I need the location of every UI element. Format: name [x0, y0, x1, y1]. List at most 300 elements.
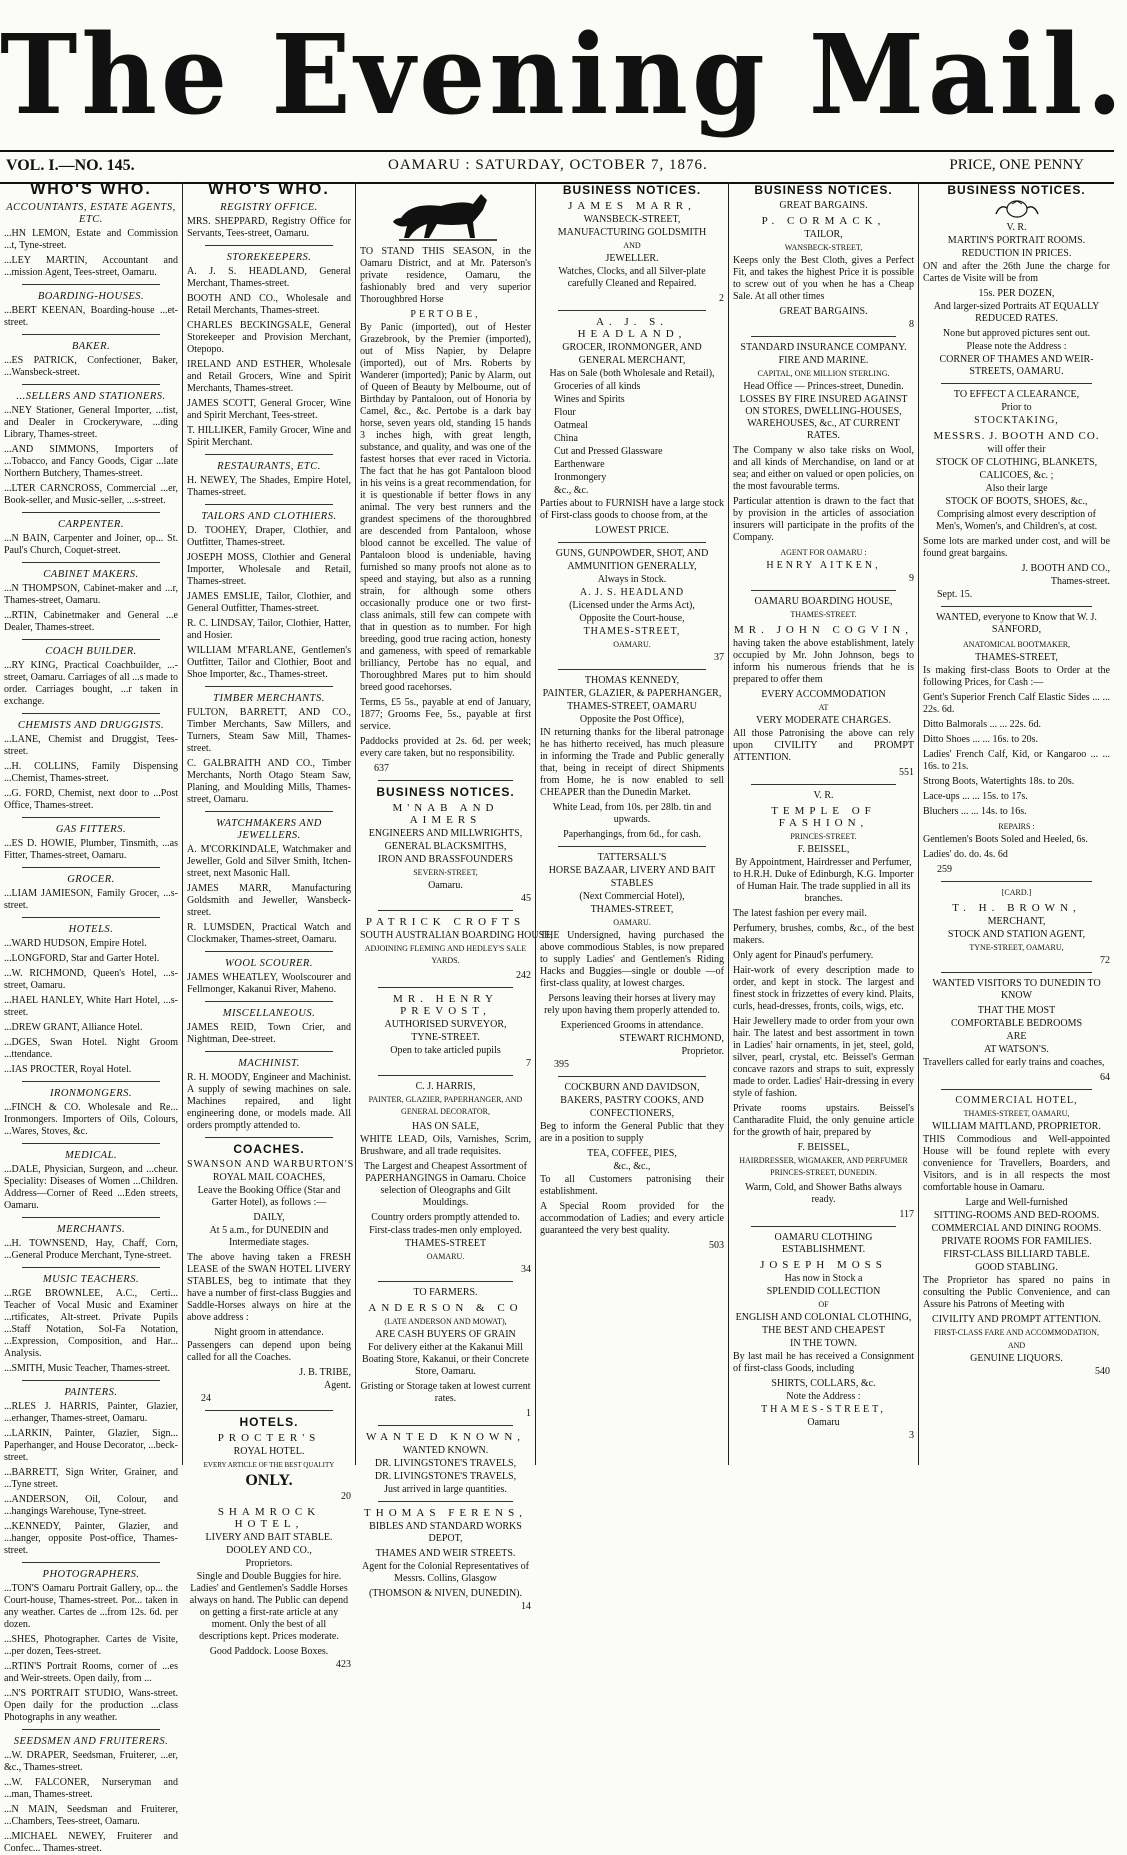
divider	[205, 504, 333, 505]
ad-number: 242	[516, 970, 531, 981]
goods-item: Groceries of all kinds	[554, 381, 641, 392]
ad-body: IN returning thanks for the liberal patronage he has hitherto received, has much pleasure in informing the Trade and Public generally that, being in receipt of direct Shipments from Home, he is now enabled to sell CHEAPER than the Dunedin Market.	[540, 727, 724, 798]
ad-body: Single and Double Buggies for hire. Ladies' and Gentlemen's Saddle Horses always on hand. The Public can depend on getting a first-rate article at any moment. Only the best of all descriptions kept. Prices moderate.	[189, 1571, 349, 1642]
ad-line: WANTED KNOWN.	[402, 1445, 489, 1456]
ad-line: THAT THE MOST	[977, 1005, 1056, 1016]
ad-line: THAMES-STREET.	[790, 610, 857, 619]
section-title: BOARDING-HOUSES.	[37, 291, 145, 302]
ad-line: Country orders promptly attended to.	[371, 1212, 520, 1223]
directory-entry: A. J. S. HEADLAND, General Merchant, Thames-street.	[187, 266, 351, 289]
ad-number: 72	[1100, 955, 1110, 966]
ad-body: Persons leaving their horses at livery may rely upon having them properly attended to.	[544, 993, 720, 1016]
divider	[941, 383, 1092, 384]
ad-line: Night groom in attendance.	[214, 1327, 324, 1338]
service-item: Hair-work of every description made to order, and kept in stock. The largest and finest stock in frizzettes of every kind. Plaits, curls, head-dresses, fronts, coils, wigs, etc.	[733, 965, 914, 1012]
ad-line: STOCK OF BOOTS, SHOES, &c.,	[945, 496, 1088, 507]
ad-number: 37	[714, 652, 724, 663]
watson-ad	[923, 978, 1110, 1084]
ad-line: GREAT BARGAINS.	[779, 200, 868, 211]
directory-entry: ...SHES, Photographer. Cartes de Visite, ...per dozen, Tees-street.	[4, 1634, 178, 1657]
ad-line: Head Office — Princes-street, Dunedin.	[743, 381, 904, 392]
directory-entry: ...RLES J. HARRIS, Painter, Glazier, ...erhanger, Thames-street, Oamaru.	[4, 1401, 178, 1424]
ad-body: Travellers called for early trains and coaches,	[923, 1057, 1105, 1068]
directory-entry: ...RGE BROWNLEE, A.C., Certi... Teacher of Vocal Music and Examiner ...rtificates, Alt-street. Private Pupils ...Staff Notation, Sol-Fa Notation, ...Expression, Composition, and Har... Analysis.	[4, 1288, 178, 1359]
ad-body: By Appointment, Hairdresser and Perfumer, to H.R.H. Duke of Edinburgh, K.G. Importer of Human Hair. The trade supplied in all its branches.	[733, 857, 914, 904]
divider	[22, 713, 160, 714]
directory-entry: ...TON'S Oamaru Portrait Gallery, op... the Court-house, Thames-street. Por... taken in any weather. Cartes de ...from 12s. 6d. per dozen.	[4, 1583, 178, 1630]
ad-line: OF	[818, 1300, 829, 1309]
ad-line: HAS ON SALE,	[412, 1121, 479, 1132]
directory-entry: ...H. COLLINS, Family Dispensing ...Chemist, Thames-street.	[4, 761, 178, 784]
ad-line: Always in Stock.	[597, 574, 667, 585]
divider	[205, 811, 333, 812]
divider	[22, 639, 160, 640]
ad-line: Paperhangings, from 6d., for cash.	[563, 829, 701, 840]
ad-line: CAPITAL, ONE MILLION STERLING.	[757, 369, 890, 378]
ad-body: TO STAND THIS SEASON, in the Oamaru District, and at Mr. Paterson's private residence, Oamaru, the fashionably bred and very superior Thoroughbred Horse	[360, 246, 531, 305]
ad-line: EVERY ACCOMMODATION	[761, 689, 886, 700]
ad-number: 24	[201, 1393, 211, 1404]
ad-line: First-class trades-men only employed.	[369, 1225, 522, 1236]
directory-sections	[187, 202, 351, 1132]
ad-body: A Special Room provided for the accommodation of Ladies; and every article guaranteed the very best quality.	[540, 1201, 724, 1236]
directory-entry: ...N THOMPSON, Cabinet-maker and ...r, Thames-street, Oamaru.	[4, 583, 178, 606]
directory-entry: R. H. MOODY, Engineer and Machinist. A supply of sewing machines on sale. Machines repaired, and light engineering done, or models made. All orders promptly attended to.	[187, 1072, 351, 1131]
directory-entry: ...RTIN'S Portrait Rooms, corner of ...es and Weir-streets. Open daily, from ...	[4, 1661, 178, 1684]
directory-entry: ...KENNEDY, Painter, Glazier, and ...hanger, opposite Post-office, Thames-street.	[4, 1521, 178, 1556]
ad-line: THAMES AND WEIR STREETS.	[375, 1548, 516, 1559]
section-title: ACCOUNTANTS, ESTATE AGENTS, ETC.	[6, 202, 176, 225]
ad-signature: Proprietor.	[681, 1046, 724, 1057]
ad-title: COCKBURN AND DAVIDSON,	[564, 1082, 700, 1093]
crofts-ad	[360, 916, 553, 982]
divider	[22, 384, 160, 385]
column-5	[728, 182, 918, 1465]
ad-title: C. J. HARRIS,	[415, 1081, 476, 1092]
ad-line: GREAT BARGAINS.	[779, 306, 868, 317]
section-title: WATCHMAKERS AND JEWELLERS.	[216, 818, 322, 841]
ad-line: [CARD.]	[1001, 888, 1032, 897]
section-title: COACH BUILDER.	[45, 646, 137, 657]
harris-ad	[360, 1081, 531, 1276]
divider	[205, 951, 333, 952]
ad-title: PATRICK CROFTS	[365, 916, 526, 928]
ad-title: OAMARU BOARDING HOUSE,	[754, 596, 893, 607]
ad-number: 551	[899, 767, 914, 778]
ad-signature: Thames-street.	[1050, 576, 1110, 587]
ad-number: 540	[1095, 1366, 1110, 1377]
divider	[205, 686, 333, 687]
ad-body: The Company w also take risks on Wool, and all kinds of Merchandise, on land or at sea; and either on valued or open policies, on the most favourable terms.	[733, 445, 914, 492]
divider	[941, 606, 1092, 607]
ad-number: 2	[719, 293, 724, 304]
ad-line: ROYAL MAIL COACHES,	[212, 1172, 326, 1183]
ad-title: SWANSON AND WARBURTON'S	[187, 1159, 355, 1170]
directory-entry: JAMES MARR, Manufacturing Goldsmith and Jeweller, Wansbeck-street.	[187, 883, 351, 918]
ad-line: Please note the Address :	[966, 341, 1067, 352]
divider	[558, 669, 706, 670]
clothing-ad	[733, 1232, 914, 1442]
column-heading: BUSINESS NOTICES.	[947, 183, 1086, 197]
section-title: HOTELS.	[68, 924, 114, 935]
ad-signature: J. B. TRIBE,	[299, 1367, 351, 1378]
divider	[378, 987, 513, 988]
ad-line: SOUTH AUSTRALIAN BOARDING HOUSE,	[360, 930, 553, 941]
ad-body: Gristing or Storage taken at lowest current rates.	[360, 1381, 531, 1404]
ad-line: ARE CASH BUYERS OF GRAIN	[375, 1329, 516, 1340]
ad-body: Ladies' do. do. 4s. 6d	[923, 849, 1008, 860]
directory-entry: ...DALE, Physician, Surgeon, and ...cheur. Speciality: Diseases of Women ...Children. Address—Corner of Reed ...Eden streets, Oamaru.	[4, 1164, 178, 1211]
ad-number: 64	[1100, 1072, 1110, 1083]
divider	[378, 1075, 513, 1076]
directory-entry: T. HILLIKER, Family Grocer, Wine and Spirit Merchant.	[187, 425, 351, 448]
section-title: GROCER.	[67, 874, 115, 885]
divider	[22, 817, 160, 818]
divider	[22, 1562, 160, 1563]
section-title: TAILORS AND CLOTHIERS.	[201, 511, 337, 522]
section-title: CARPENTER.	[58, 519, 124, 530]
ad-title: TEMPLE OF FASHION,	[771, 805, 876, 829]
divider	[558, 1076, 706, 1077]
ad-number: 423	[336, 1659, 351, 1670]
section-title: SEEDSMEN AND FRUITERERS.	[13, 1736, 169, 1747]
directory-entry: ...H. TOWNSEND, Hay, Chaff, Corn, ...General Produce Merchant, Tyne-street.	[4, 1238, 178, 1261]
directory-entry: BOOTH AND CO., Wholesale and Retail Merchants, Thames-street.	[187, 293, 351, 316]
columns	[0, 181, 1114, 1854]
directory-entry: ...BARRETT, Sign Writer, Grainer, and ...Tyne street.	[4, 1467, 178, 1490]
ad-line: BIBLES AND STANDARD WORKS DEPOT,	[369, 1521, 522, 1544]
prevost-ad	[360, 993, 531, 1070]
ad-title: COMMERCIAL HOTEL,	[955, 1095, 1078, 1106]
services-list	[733, 908, 914, 1139]
ad-line: REDUCTION IN PRICES.	[961, 248, 1072, 259]
ad-line: ARE	[1006, 1031, 1027, 1042]
ad-line: Proprietors.	[245, 1558, 293, 1569]
directory-entry: WILLIAM M'FARLANE, Gentlemen's Outfitter, Tailor and Clothier, Boot and Shoe Importer, &c., Thames-street.	[187, 645, 351, 680]
directory-entry: ...W. DRAPER, Seedsman, Fruiterer, ...er, &c., Thames-street.	[4, 1750, 178, 1773]
ad-body: Gentlemen's Boots Soled and Heeled, 6s.	[923, 834, 1088, 845]
directory-entry: A. M'CORKINDALE, Watchmaker and Jeweller, Gold and Silver Smith, Itchen-street, next Masonic Hall.	[187, 844, 351, 879]
ad-line: LIVERY AND BAIT STABLE.	[205, 1532, 333, 1543]
ad-line: FIRE AND MARINE.	[778, 355, 869, 366]
goods-list	[540, 381, 724, 497]
wanted-known-ad	[360, 1431, 531, 1496]
directory-entry: JAMES WHEATLEY, Woolscourer and Fellmonger, Kakanui River, Maheno.	[187, 972, 351, 995]
ad-date: Sept. 15.	[937, 589, 973, 600]
ad-body: Is making first-class Boots to Order at the following Prices, for Cash :—	[923, 665, 1110, 688]
ad-line: STOCK OF CLOTHING, BLANKETS,	[935, 457, 1098, 468]
ad-line: FIRST-CLASS BILLIARD TABLE.	[943, 1249, 1090, 1260]
ad-signature: J. BOOTH AND CO.,	[1021, 563, 1110, 574]
directory-entry: ...FINCH & CO. Wholesale and Re... Ironmongers. Importers of Oils, Colours, ...Wares, Stoves, &c.	[4, 1102, 178, 1137]
ad-number: 117	[899, 1209, 914, 1220]
service-item: Perfumery, brushes, combs, &c., of the best makers.	[733, 923, 914, 946]
directory-entry: ...DGES, Swan Hotel. Night Groom ...ttendance.	[4, 1037, 178, 1060]
brown-card-ad	[923, 887, 1110, 967]
ad-body: WHITE LEAD, Oils, Varnishes, Scrim, Brushware, and all trade requisites.	[360, 1134, 531, 1157]
divider	[751, 336, 896, 337]
section-title: MUSIC TEACHERS.	[42, 1274, 140, 1285]
ad-line: Opposite the Court-house,	[579, 613, 685, 624]
ad-title: ANDERSON & CO	[368, 1302, 523, 1314]
ad-line: REPAIRS :	[998, 822, 1035, 831]
ad-body: White Lead, from 10s. per 28lb. tin and upwards.	[552, 802, 712, 825]
goods-item: Ironmongery	[554, 472, 607, 483]
divider	[558, 542, 706, 543]
ad-line: AUTHORISED SURVEYOR,	[384, 1019, 507, 1030]
ad-line: Has now in Stock a	[784, 1273, 863, 1284]
directory-entry: JAMES EMSLIE, Tailor, Clothier, and General Outfitter, Thames-street.	[187, 591, 351, 614]
ad-line: CORNER OF THAMES AND WEIR-STREETS, OAMARU.	[939, 354, 1094, 377]
ad-line: None but approved pictures sent out.	[942, 328, 1091, 339]
ad-title: MR. JOHN COGVIN,	[733, 624, 913, 636]
hotels-ad	[187, 1432, 351, 1671]
ad-title: M'NAB AND AIMERS	[392, 802, 499, 826]
ad-line: WANSBECK-STREET,	[784, 243, 863, 252]
directory-entry: R. C. LINDSAY, Tailor, Clothier, Hatter, and Hosier.	[187, 618, 351, 641]
headland-ad	[540, 316, 724, 664]
ad-body: The Proprietor has spared no pains in consulting the Public Convenience, and can Assure his Patrons of Meeting with	[923, 1275, 1110, 1310]
ad-number: 34	[521, 1264, 531, 1275]
ad-line: TYNE-STREET.	[411, 1032, 480, 1043]
ad-body: Agent for the Colonial Representatives of Messrs. Collins, Glasgow	[362, 1561, 529, 1584]
ad-body: Comprising almost every description of Men's, Women's, and Children's, at cost.	[935, 509, 1098, 532]
directory-entry: ...LTER CARNCROSS, Commercial ...er, Book-seller, and Music-seller, ...s-street.	[4, 483, 178, 506]
ad-line: STOCK AND STATION AGENT,	[947, 929, 1086, 940]
ad-title: JOSEPH MOSS	[760, 1259, 887, 1271]
directory-entry: ...ES D. HOWIE, Plumber, Tinsmith, ...as Fitter, Thames-street, Oamaru.	[4, 838, 178, 861]
section-title: ...SELLERS AND STATIONERS.	[16, 391, 166, 402]
ad-body: ON and after the 26th June the charge for Cartes de Visite will be from	[923, 261, 1110, 284]
divider	[751, 784, 896, 785]
directory-entry: ...RY KING, Practical Coachbuilder, ...-street, Oamaru. Carriages of all ...s made to order. Carriages bought, ...r taken in exchange.	[4, 660, 178, 707]
section-title: TIMBER MERCHANTS.	[213, 693, 325, 704]
ad-body: Beg to inform the General Public that they are in a position to supply	[540, 1121, 724, 1144]
ad-line: TEA, COFFEE, PIES,	[587, 1148, 677, 1159]
column-heading: BUSINESS NOTICES.	[754, 183, 893, 197]
divider	[751, 590, 896, 591]
directory-entry: ...W. RICHMOND, Queen's Hotel, ...s-street, Oamaru.	[4, 968, 178, 991]
ad-line: At 5 a.m., for DUNEDIN and Intermediate stages.	[209, 1225, 329, 1248]
divider	[22, 1143, 160, 1144]
directory-entry: C. GALBRAITH AND CO., Timber Merchants, North Otago Steam Saw, Planing, and Moulding Mills, Thames-street, Oamaru.	[187, 758, 351, 805]
ad-line: GENUINE LIQUORS.	[970, 1353, 1063, 1364]
ad-line: AMMUNITION GENERALLY,	[567, 561, 697, 572]
ad-body: Some lots are marked under cost, and will be found great bargains.	[923, 536, 1110, 559]
ad-number: 503	[709, 1240, 724, 1251]
ad-body: having taken the above establishment, lately occupied by Mr. John Johnson, begs to inform his numerous friends that he is prepared to offer them	[733, 638, 914, 685]
stallion-ad	[360, 246, 531, 775]
ad-body: And larger-sized Portraits AT EQUALLY REDUCED RATES.	[933, 301, 1100, 324]
ad-line: ROYAL HOTEL.	[233, 1446, 305, 1457]
section-title: PHOTOGRAPHERS.	[42, 1569, 140, 1580]
ad-line: HENRY AITKEN,	[766, 560, 881, 571]
directory-entry: JAMES SCOTT, General Grocer, Wine and Spirit Merchant, Tees-street.	[187, 398, 351, 421]
ad-line: F. BEISSEL,	[797, 844, 850, 855]
booth-clearance-ad	[923, 389, 1110, 601]
divider	[378, 780, 513, 781]
divider	[22, 867, 160, 868]
ad-signature: Agent.	[324, 1380, 351, 1391]
ad-line: &c., &c.,	[613, 1161, 651, 1172]
ferens-ad	[360, 1507, 531, 1613]
ad-line: ENGINEERS AND MILLWRIGHTS,	[368, 828, 523, 839]
ad-body: By last mail he has received a Consignment of first-class Goods, including	[733, 1351, 914, 1374]
divider	[378, 1281, 513, 1282]
ad-line: SEVERN-STREET,	[413, 868, 478, 877]
goods-item: China	[554, 433, 578, 444]
divider	[22, 512, 160, 513]
ad-line: STABLES	[610, 878, 654, 889]
ad-title: WANTED KNOWN,	[365, 1431, 526, 1443]
ad-number: 637	[374, 763, 389, 774]
ad-number: 9	[909, 573, 914, 584]
ad-line: Note the Address :	[786, 1391, 861, 1402]
ad-title: WANTED, everyone to Know that W. J. SANFORD,	[936, 612, 1097, 635]
ad-line: 15s. PER DOZEN,	[978, 288, 1055, 299]
price-item: Ditto Balmorals ... ... 22s. 6d.	[923, 719, 1042, 730]
royal-arms-icon	[982, 200, 1052, 218]
ad-line: THAMES-STREET	[404, 1238, 487, 1249]
ad-body: For delivery either at the Kakanui Mill Boating Store, Kakanui, or their Concrete Store, Oamaru.	[362, 1342, 529, 1377]
directory-entry: MRS. SHEPPARD, Registry Office for Servants, Tees-street, Oamaru.	[187, 216, 351, 239]
directory-entry: ...SMITH, Music Teacher, Thames-street.	[4, 1363, 170, 1374]
divider	[205, 454, 333, 455]
divider	[378, 910, 513, 911]
ad-line: Has on Sale (both Wholesale and Retail),	[549, 368, 715, 379]
ad-title: T. H. BROWN,	[952, 902, 1081, 914]
ad-line: HORSE BAZAAR, LIVERY AND BAIT	[548, 865, 716, 876]
directory-entry: IRELAND AND ESTHER, Wholesale and Retail Grocers, Wine and Spirit Merchants, Thames-street.	[187, 359, 351, 394]
ad-line: TO FARMERS.	[413, 1287, 478, 1298]
ad-line: ONLY.	[245, 1472, 293, 1489]
divider	[205, 1137, 333, 1138]
ad-body: All those Patronising the above can rely upon CIVILITY and PROMPT ATTENTION.	[733, 728, 914, 763]
ad-line: CIVILITY AND PROMPT ATTENTION.	[932, 1314, 1101, 1325]
section-title: IRONMONGERS.	[49, 1088, 133, 1099]
ad-number: 8	[909, 319, 914, 330]
ad-line: (Licensed under the Arms Act),	[569, 600, 695, 611]
directory-entry: ...ANDERSON, Oil, Colour, and ...hangings Warehouse, Tyne-street.	[4, 1494, 178, 1517]
ad-line: DR. LIVINGSTONE'S TRAVELS,	[374, 1471, 517, 1482]
section-title: MEDICAL.	[64, 1150, 118, 1161]
ad-line: Large and Well-furnished	[965, 1197, 1068, 1208]
issue-date: OAMARU : SATURDAY, OCTOBER 7, 1876.	[388, 157, 708, 173]
ad-line: Good Paddock. Loose Boxes.	[209, 1646, 329, 1657]
ad-line: IRON AND BRASSFOUNDERS	[377, 854, 514, 865]
ad-line: V. R.	[1006, 222, 1027, 233]
goods-item: &c., &c.	[554, 485, 589, 496]
section-title: RESTAURANTS, ETC.	[217, 461, 321, 472]
ad-line: ADJOINING FLEMING AND HEDLEY'S SALE YARDS.	[364, 944, 527, 965]
divider	[205, 245, 333, 246]
ad-number: 20	[341, 1491, 351, 1502]
service-item: The latest fashion per every mail.	[733, 908, 867, 919]
ad-title: SHAMROCK HOTEL,	[217, 1506, 321, 1530]
dateline-bar	[0, 150, 1114, 184]
ad-title: MR. HENRY PREVOST,	[393, 993, 498, 1017]
ad-body: Keeps only the Best Cloth, gives a Perfect Fit, and takes the highest Price it is possible to screw out of you when he has a Cheap Sale. At all other times	[733, 255, 914, 302]
directory-entry: ...LARKIN, Painter, Glazier, Sign... Paperhanger, and House Decorator, ...beck-street.	[4, 1428, 178, 1463]
ad-body: Paddocks provided at 2s. 6d. per week; every care taken, but no responsibility.	[360, 736, 531, 759]
service-item: Private rooms upstairs. Beissel's Cantharadite Fluid, the only genuine article for the growth of hair, prepared by	[733, 1103, 914, 1138]
ad-line: WILLIAM MAITLAND, PROPRIETOR.	[932, 1121, 1101, 1132]
martin-portrait-ad	[923, 200, 1110, 378]
ad-line: (THOMSON & NIVEN, DUNEDIN).	[368, 1588, 523, 1599]
directory-entry: ...MICHAEL NEWEY, Fruiterer and Confec... Thames-street.	[4, 1831, 178, 1854]
directory-entry: ...BERT KEENAN, Boarding-house ...et-street.	[4, 305, 178, 328]
goods-item: Earthenware	[554, 459, 605, 470]
divider	[205, 1051, 333, 1052]
divider	[22, 562, 160, 563]
section-title: CHEMISTS AND DRUGGISTS.	[17, 720, 165, 731]
divider	[558, 846, 706, 847]
column-heading: BUSINESS NOTICES.	[376, 785, 515, 799]
ad-line: TYNE-STREET, OAMARU,	[969, 943, 1064, 952]
ad-body: LOSSES BY FIRE INSURED AGAINST ON STORES, DWELLING-HOUSES, WAREHOUSES, &c., AT CURRENT RATES.	[739, 394, 908, 441]
ad-body: The above having taken a FRESH LEASE of the SWAN HOTEL LIVERY STABLES, beg to intimate that they have a number of first-class Buggies and Saddle-Horses always on hire at the above address :	[187, 1252, 351, 1323]
price-item: Ditto Shoes ... ... 16s. to 20s.	[923, 734, 1039, 745]
ad-title: WANTED VISITORS TO DUNEDIN TO KNOW	[932, 978, 1101, 1001]
divider	[941, 972, 1092, 973]
column-1	[0, 181, 182, 1854]
ad-line: CALICOES, &c. ;	[979, 470, 1054, 481]
ad-line: AND	[623, 241, 641, 250]
divider	[941, 881, 1092, 882]
ad-line: SITTING-ROOMS AND BED-ROOMS.	[933, 1210, 1100, 1221]
ad-line: ENGLISH AND COLONIAL CLOTHING,	[735, 1312, 912, 1323]
directory-entry: ...HN LEMON, Estate and Commission ...t, Tyne-street.	[4, 228, 178, 251]
price-item: Gent's Superior French Calf Elastic Sides ... ... 22s. 6d.	[923, 692, 1110, 715]
ad-line: THAMES-STREET, OAMARU,	[963, 1109, 1070, 1118]
ad-line: SHIRTS, COLLARS, &c.	[771, 1378, 876, 1389]
ad-line: TO EFFECT A CLEARANCE,	[953, 389, 1080, 400]
ad-line: THE BEST AND CHEAPEST	[762, 1325, 885, 1336]
directory-entry: ...LANE, Chemist and Druggist, Tees-street.	[4, 734, 178, 757]
ad-line: V. R.	[813, 790, 834, 801]
ad-title: P. CORMACK,	[761, 215, 886, 227]
divider	[22, 1081, 160, 1082]
divider	[22, 1267, 160, 1268]
ad-title: THOMAS FERENS,	[364, 1507, 527, 1519]
ad-line: A. J. S. HEADLAND	[579, 587, 685, 598]
column-heading: WHO'S WHO.	[208, 181, 330, 198]
divider	[205, 1001, 333, 1002]
ad-line: GENERAL MERCHANT,	[578, 355, 686, 366]
ad-number: 7	[526, 1058, 531, 1069]
section-title: GAS FITTERS.	[55, 824, 127, 835]
price-item: Bluchers ... ... 14s. to 16s.	[923, 806, 1027, 817]
column-heading: BUSINESS NOTICES.	[562, 183, 702, 197]
ad-line: Warm, Cold, and Shower Baths always ready.	[745, 1182, 902, 1205]
ad-title: MESSRS. J. BOOTH AND CO.	[933, 430, 1100, 442]
coaches-heading: COACHES.	[233, 1142, 305, 1156]
cockburn-ad	[540, 1082, 724, 1252]
service-item: Hair Jewellery made to order from your own hair. The latest and best assortment in town in Ladies' hair ornaments, in jet, steel, gold, silver, pearl, crystal, etc. Beissel's German concave razors and straps to suit, expressly made to order. Ladies' Hair-dressing in every style of fashion.	[733, 1016, 914, 1099]
coaches-ad	[187, 1159, 355, 1405]
cormack-ad	[733, 200, 914, 331]
goods-item: Cut and Pressed Glassware	[554, 446, 663, 457]
anderson-ad	[360, 1287, 531, 1420]
ad-line: OAMARU.	[613, 640, 651, 649]
divider	[22, 1380, 160, 1381]
section-title: STOREKEEPERS.	[226, 252, 312, 263]
directory-entry: ...W. FALCONER, Nurseryman and ...man, Thames-street.	[4, 1777, 178, 1800]
section-title: WOOL SCOURER.	[225, 958, 313, 969]
ad-line: PRINCES-STREET.	[790, 832, 857, 841]
ad-line: THAMES-STREET,	[590, 904, 674, 915]
ad-line: GROCER, IRONMONGER, AND	[562, 342, 702, 353]
